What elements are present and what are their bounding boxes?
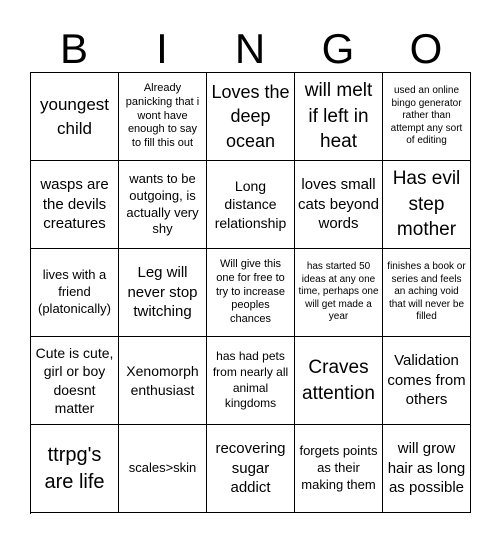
bingo-cell-text: has started 50 ideas at any one time, perhaps one will get made a year bbox=[298, 261, 379, 323]
bingo-cell-text: ttrpg's are life bbox=[44, 443, 105, 493]
header-letter-i: I bbox=[156, 25, 168, 72]
bingo-cell-text: Will give this one for free to try to increase peoples chances bbox=[215, 258, 286, 326]
bingo-cell[interactable] bbox=[207, 425, 295, 513]
bingo-cell[interactable] bbox=[295, 337, 383, 425]
bingo-cell[interactable] bbox=[119, 337, 207, 425]
header-letter-b: B bbox=[59, 25, 88, 72]
bingo-cell[interactable] bbox=[383, 161, 471, 249]
bingo-cell-text: will grow hair as long as possible bbox=[387, 440, 466, 497]
bingo-cell-text: will melt if left in heat bbox=[304, 80, 373, 153]
bingo-cell-text: Xenomorph enthusiast bbox=[126, 363, 199, 398]
bingo-cell[interactable] bbox=[119, 249, 207, 337]
bingo-cell[interactable] bbox=[207, 249, 295, 337]
bingo-cell[interactable] bbox=[383, 425, 471, 513]
bingo-cell-text: Loves the deep ocean bbox=[211, 82, 290, 151]
bingo-cell[interactable] bbox=[31, 337, 119, 425]
bingo-cell[interactable] bbox=[119, 425, 207, 513]
bingo-cell-text: Has evil step mother bbox=[392, 168, 461, 241]
bingo-cell[interactable] bbox=[383, 73, 471, 161]
bingo-cell-text: Leg will never stop twitching bbox=[127, 264, 198, 321]
bingo-cell[interactable] bbox=[207, 73, 295, 161]
bingo-cell[interactable] bbox=[295, 249, 383, 337]
bingo-cell[interactable] bbox=[207, 337, 295, 425]
bingo-cell[interactable] bbox=[295, 73, 383, 161]
bingo-cell[interactable] bbox=[31, 425, 119, 513]
header-letter-g: G bbox=[321, 25, 355, 72]
bingo-cell-text: wasps are the devils creatures bbox=[40, 176, 109, 233]
bingo-cell-text: loves small cats beyond words bbox=[298, 176, 379, 233]
bingo-cell-text: youngest child bbox=[40, 94, 109, 138]
bingo-cell[interactable] bbox=[295, 425, 383, 513]
bingo-cell[interactable] bbox=[295, 161, 383, 249]
bingo-cell[interactable] bbox=[31, 73, 119, 161]
bingo-cell[interactable] bbox=[31, 161, 119, 249]
bingo-cell-text: recovering sugar addict bbox=[215, 440, 286, 497]
bingo-cell-text: Already panicking that i wont have enough to say to fill this out bbox=[125, 82, 200, 150]
bingo-cell-text: lives with a friend (platonically) bbox=[38, 267, 111, 316]
bingo-cell[interactable] bbox=[119, 73, 207, 161]
bingo-cell-text: Long distance relationship bbox=[214, 178, 287, 231]
bingo-cell-text: Validation comes from others bbox=[387, 352, 466, 409]
header-letter-n: N bbox=[234, 25, 266, 72]
bingo-cell[interactable] bbox=[119, 161, 207, 249]
bingo-card bbox=[30, 72, 471, 514]
bingo-cell-text: finishes a book or series and feels an aching void that will never be filled bbox=[387, 261, 466, 323]
bingo-cell-text: used an online bingo generator rather than attempt any sort of editing bbox=[390, 85, 463, 147]
bingo-header bbox=[30, 26, 470, 72]
bingo-cell[interactable] bbox=[207, 161, 295, 249]
bingo-cell[interactable] bbox=[31, 249, 119, 337]
bingo-cell-text: Cute is cute, girl or boy doesnt matter bbox=[35, 345, 114, 416]
header-letter-o: O bbox=[409, 25, 443, 72]
bingo-cell-text: scales>skin bbox=[128, 460, 197, 476]
bingo-cell-text: forgets points as their making them bbox=[299, 443, 378, 492]
bingo-cell[interactable] bbox=[383, 249, 471, 337]
bingo-cell-text: Craves attention bbox=[302, 356, 375, 404]
bingo-cell-text: has had pets from nearly all animal kingdoms bbox=[212, 349, 289, 411]
bingo-cell[interactable] bbox=[383, 337, 471, 425]
bingo-cell-text: wants to be outgoing, is actually very shy bbox=[126, 170, 199, 237]
